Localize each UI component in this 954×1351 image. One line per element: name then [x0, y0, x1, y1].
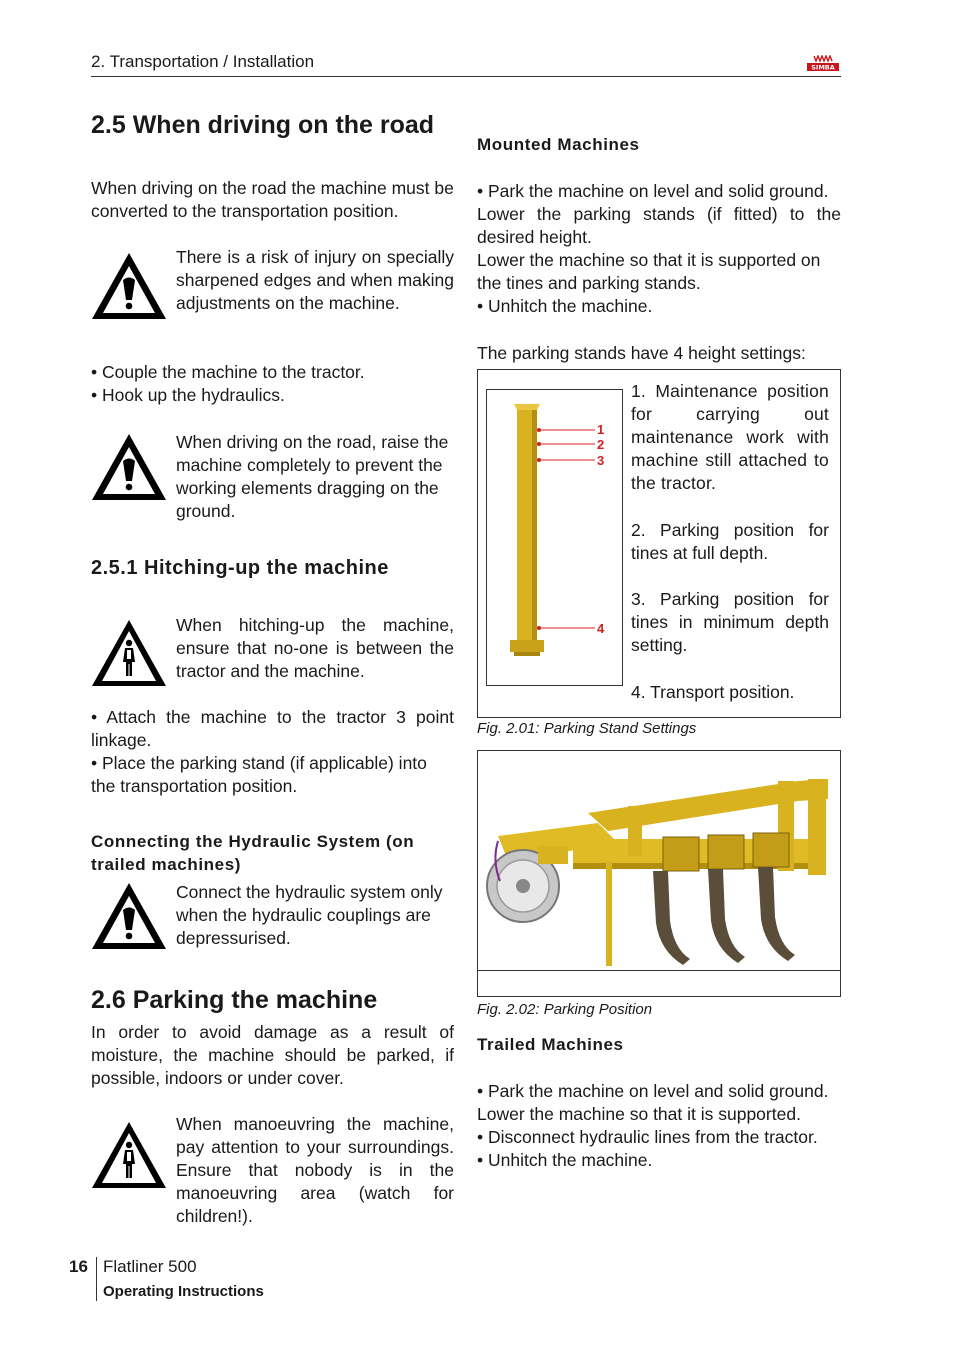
trailed-disconnect: • Disconnect hydraulic lines from the tractor.: [477, 1127, 818, 1147]
mounted-park: • Park the machine on level and solid ground.: [477, 181, 829, 201]
trailed-park: • Park the machine on level and solid ground.: [477, 1081, 829, 1101]
simba-logo: [806, 55, 840, 74]
setting-2: 2. Parking position for tines at full depth.: [631, 520, 829, 563]
heading-trailed: Trailed Machines: [477, 1035, 624, 1054]
mounted-unhitch: • Unhitch the machine.: [477, 296, 653, 316]
fig1-caption: Fig. 2.01: Parking Stand Settings: [477, 720, 697, 737]
mounted-lower-stands: Lower the parking stands (if fitted) to the desired height.: [477, 204, 841, 247]
header-section: 2. Transportation / Installation: [91, 52, 315, 71]
warning-manoeuvring: When manoeuvring the machine, pay attention to your surroundings. Ensure that nobody is in the manoeuvring area (watch for children!).: [176, 1114, 454, 1226]
stands-intro: The parking stands have 4 height settings:: [477, 343, 806, 363]
warning-triangle-icon: [90, 432, 168, 502]
warning-hitching: When hitching-up the machine, ensure that no-one is between the tractor and the machine.: [176, 615, 454, 681]
heading-mounted: Mounted Machines: [477, 135, 640, 154]
parking-intro: In order to avoid damage as a result of moisture, the machine should be parked, if possible, indoors or under cover.: [91, 1022, 454, 1088]
stand-label-4: 4: [597, 621, 605, 636]
bullet-attach: • Attach the machine to the tractor 3 point linkage.: [91, 707, 454, 750]
trailed-unhitch: • Unhitch the machine.: [477, 1150, 653, 1170]
footer-divider: [96, 1257, 97, 1301]
mounted-lower-machine: Lower the machine so that it is supported on the tines and parking stands.: [477, 250, 821, 293]
person-warning-icon: [90, 1120, 168, 1190]
warning-hydraulic: Connect the hydraulic system only when the hydraulic couplings are depressurised.: [176, 882, 443, 948]
stand-label-2: 2: [597, 437, 605, 452]
warning-triangle-icon: [90, 251, 168, 321]
intro-text: When driving on the road the machine must be converted to the transportation position.: [91, 178, 454, 221]
heading-hydraulic: Connecting the Hydraulic System (on trailed machines): [91, 832, 415, 874]
heading-2-5: 2.5 When driving on the road: [91, 111, 435, 139]
footer-title: Flatliner 500: [103, 1257, 197, 1276]
footer-subtitle: Operating Instructions: [103, 1283, 264, 1300]
bullet-couple: • Couple the machine to the tractor.: [91, 362, 365, 382]
setting-3: 3. Parking position for tines in minimum depth setting.: [631, 589, 829, 655]
parking-position-illustration: [478, 751, 840, 970]
stand-label-3: 3: [597, 453, 605, 468]
warning-raise-machine: When driving on the road, raise the machine completely to prevent the working elements dragging on the ground.: [176, 432, 449, 521]
bullet-parking-stand: • Place the parking stand (if applicable) into the transportation position.: [91, 753, 427, 796]
figure-divider: [478, 970, 840, 971]
trailed-lower: Lower the machine so that it is supported.: [477, 1104, 801, 1124]
fig2-caption: Fig. 2.02: Parking Position: [477, 1001, 653, 1018]
page-number: 16: [69, 1257, 88, 1276]
setting-1: 1. Maintenance position for carrying out maintenance work with machine still attached to the tractor.: [631, 381, 829, 493]
bullet-hydraulics: • Hook up the hydraulics.: [91, 385, 285, 405]
setting-4: 4. Transport position.: [631, 682, 795, 702]
parking-stand-illustration: [487, 390, 622, 685]
logo-text: SIMBA: [811, 63, 835, 72]
heading-2-5-1: 2.5.1 Hitching-up the machine: [91, 557, 389, 579]
stand-label-1: 1: [597, 422, 605, 437]
warning-sharp-edges: There is a risk of injury on specially sharpened edges and when making adjustments on the machine.: [176, 247, 454, 313]
header-rule: [91, 76, 841, 77]
heading-2-6: 2.6 Parking the machine: [91, 986, 378, 1014]
person-warning-icon: [90, 618, 168, 688]
warning-triangle-icon: [90, 881, 168, 951]
